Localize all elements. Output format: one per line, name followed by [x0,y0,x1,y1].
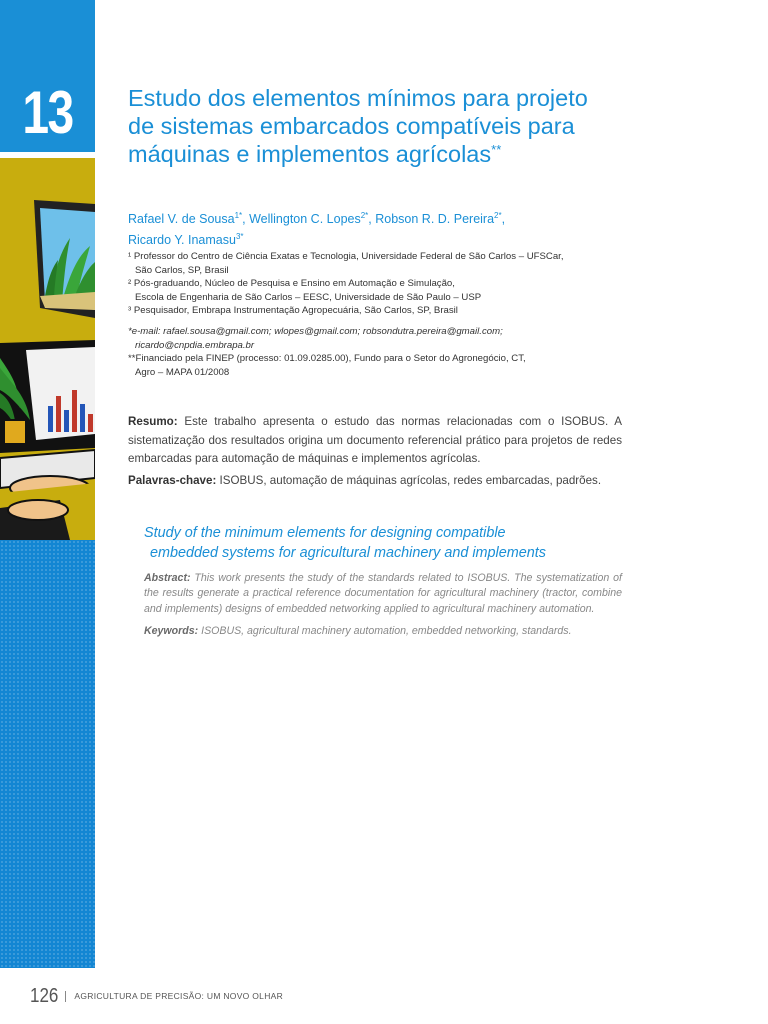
title-footnote-marker: ** [491,142,502,157]
funding-note: **Financiado pela FINEP (processo: 01.09.0285.00), Fundo para o Setor do Agronegócio, CT, [128,353,526,365]
affiliation-line: ² Pós-graduando, Núcleo de Pesquisa e Ensino em Automação e Simulação, [128,278,455,290]
chapter-number: 13 [22,79,73,146]
email-note-cont: ricardo@cnpdia.embrapa.br [135,339,255,351]
palavras-chave-paragraph [128,472,622,490]
palavras-chave-label: Palavras-chave: [128,474,217,487]
affiliation-line: São Carlos, SP, Brasil [135,264,229,276]
english-title-line: embedded systems for agricultural machinery and implements [150,545,546,561]
abstract-text: This work presents the study of the standards related to ISOBUS. The systematization of the results generate a practical reference documentation for agricultural machinery (tractor, combine and implements) designs of embedded networking applied to agricultural machinery automation. [144,572,622,615]
author-name: Rafael V. de Sousa [128,212,235,227]
author-separator: , [501,212,506,227]
affiliation-line: ¹ Professor do Centro de Ciência Exatas e Tecnologia, Universidade Federal de São Carlos – UFSCar, [128,251,564,262]
resumo-text: Este trabalho apresenta o estudo das normas relacionadas com o ISOBUS. A sistematização dos resultados origina um documento referencial prático para projetos de redes embarcadas para automação de máquinas e implementos agrícolas. [128,415,622,465]
resumo-label: Resumo: [128,415,178,428]
chapter-illustration [0,158,95,540]
author-name: Wellington C. Lopes [249,212,361,227]
abstract-label: Abstract: [144,572,191,584]
author-separator: , [368,212,376,227]
abstract-paragraph [144,571,622,617]
chapter-sidebar [0,0,95,968]
author-name: Ricardo Y. Inamasu [128,233,236,248]
affiliations [128,250,628,318]
author-list [128,207,608,249]
footer-separator [65,991,66,1002]
author-affiliation-marker: 1* [234,211,243,220]
author-name: Robson R. D. Pereira [375,212,495,227]
author-affiliation-marker: 3* [235,232,244,242]
affiliation-line: Escola de Engenharia de São Carlos – EESC, Universidade de São Paulo – USP [135,291,482,303]
running-head: AGRICULTURA DE PRECISÃO: UM NOVO OLHAR [74,991,284,1001]
chapter-title [128,84,588,168]
page-number: 126 [30,984,59,1007]
footnotes [128,325,628,379]
chapter-title-text: Estudo dos elementos mínimos para projeto de sistemas embarcados compatíveis para máquinas e implementos agrícolas [128,85,588,167]
english-title [144,523,624,563]
english-title-line: Study of the minimum elements for designing compatible [144,525,506,541]
keywords-text: ISOBUS, agricultural machinery automation, embedded networking, standards. [201,625,572,637]
funding-note-cont: Agro – MAPA 01/2008 [135,366,230,378]
sidebar-pattern [0,540,95,968]
page-footer [30,984,283,1008]
author-separator: , [242,212,250,227]
illustration-art [0,158,95,540]
affiliation-line: ³ Pesquisador, Embrapa Instrumentação Agropecuária, São Carlos, SP, Brasil [128,305,458,317]
resumo-paragraph [128,413,622,469]
keywords-label: Keywords: [144,625,199,637]
keywords-paragraph [144,624,622,639]
author-affiliation-marker: 2* [360,211,369,220]
palavras-chave-text: ISOBUS, automação de máquinas agrícolas, redes embarcadas, padrões. [219,474,602,487]
email-note: *e-mail: rafael.sousa@gmail.com; wlopes@gmail.com; robsondutra.pereira@gmail.com; [128,326,503,337]
author-affiliation-marker: 2* [494,211,502,220]
